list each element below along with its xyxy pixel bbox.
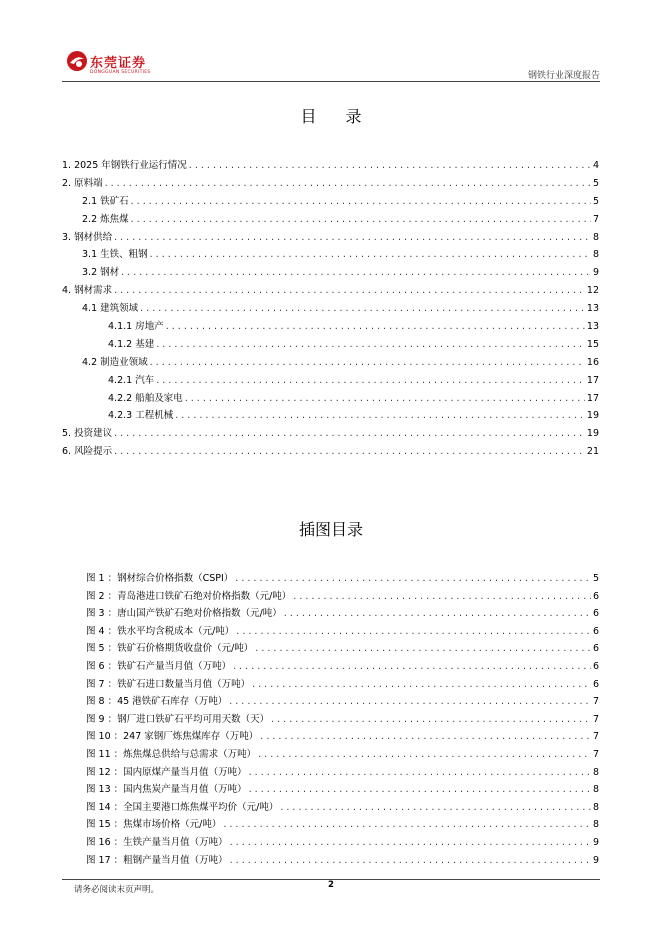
dot-leader (230, 855, 591, 866)
brand-name-en: DONGGUAN SECURITIES (90, 70, 151, 75)
dot-leader (236, 626, 591, 637)
toc-entry[interactable] (62, 318, 599, 336)
brand-emblem-icon (66, 50, 88, 72)
toc-entry-label: 2. 原料端 (62, 177, 103, 189)
toc-entry-page: 19 (586, 410, 599, 422)
toc-entry[interactable] (62, 264, 599, 282)
toc-entry-label: 4.1 建筑领域 (82, 303, 139, 315)
dot-leader (114, 428, 585, 439)
dot-leader (189, 160, 591, 171)
toc-entry-label: 4. 钢材需求 (62, 285, 113, 297)
toc-entry-page: 16 (586, 356, 599, 368)
toc-entry[interactable] (62, 336, 599, 354)
figure-entry-page: 6 (592, 625, 599, 637)
figure-entry[interactable] (86, 816, 599, 834)
toc-entry[interactable] (62, 354, 599, 372)
toc-entry-page: 13 (586, 303, 599, 315)
figure-entry-label: 图 3 ：唐山国产铁矿石绝对价格指数（元/吨） (86, 608, 282, 620)
dot-leader (271, 714, 591, 725)
dot-leader (131, 196, 591, 207)
toc-entry[interactable] (62, 407, 599, 425)
figure-entry-label: 图 1 ：钢材综合价格指数（CSPI） (86, 573, 234, 584)
toc-entry-page: 7 (592, 213, 599, 225)
dot-leader (252, 679, 591, 690)
toc-entry-label: 3. 钢材供给 (62, 231, 113, 243)
dot-leader (258, 749, 591, 760)
toc-entry[interactable] (62, 246, 599, 264)
dot-leader (255, 643, 591, 654)
toc-entry-label: 1. 2025 年钢铁行业运行情况 (62, 160, 187, 171)
figure-entry-page: 7 (592, 713, 599, 725)
dot-leader (166, 321, 585, 332)
toc-entry-label: 4.1.1 房地产 (108, 321, 164, 333)
figure-entry-page: 6 (592, 643, 599, 655)
figure-entry-label: 图 9 ：钢厂进口铁矿石平均可用天数（天） (86, 713, 270, 725)
dot-leader (175, 410, 585, 421)
dot-leader (229, 696, 591, 707)
brand-name-cn: 东莞证券 (90, 56, 147, 71)
dot-leader (114, 446, 585, 457)
toc-entry-label: 4.2 制造业领域 (82, 356, 148, 368)
figure-entry-label: 图 4 ：铁水平均含税成本（元/吨） (86, 625, 235, 637)
figure-entry-page: 8 (592, 766, 599, 778)
toc-entry-page: 12 (586, 285, 599, 297)
figure-entry[interactable] (86, 746, 599, 764)
dot-leader (293, 591, 591, 602)
figure-entry-page: 9 (592, 836, 599, 848)
toc-entry[interactable] (62, 175, 599, 193)
toc-entry[interactable] (62, 390, 599, 408)
figure-entry[interactable] (86, 781, 599, 799)
figure-entry-page: 5 (592, 573, 599, 584)
report-type: 钢铁行业深度报告 (527, 71, 600, 81)
figure-entry-page: 6 (592, 660, 599, 672)
figure-entry[interactable] (86, 676, 599, 694)
toc-entry-page: 9 (592, 267, 599, 279)
figure-entry[interactable] (86, 693, 599, 711)
dot-leader (114, 285, 585, 296)
dot-leader (260, 731, 591, 742)
dot-leader (150, 249, 591, 260)
dot-leader (233, 661, 591, 672)
brand-logo (66, 50, 156, 80)
toc-entry-page: 8 (592, 249, 599, 261)
dot-leader (156, 339, 585, 350)
figure-entry-label: 图 6 ：铁矿石产量当月值（万吨） (86, 660, 232, 672)
toc-entry-label: 2.2 炼焦煤 (82, 213, 129, 225)
figure-entry-label: 图 15 ：焦煤市场价格（元/吨） (86, 819, 222, 831)
figure-entry-label: 图 2 ：青岛港进口铁矿石绝对价格指数（元/吨） (86, 590, 292, 602)
toc-entry-label: 6. 风险提示 (62, 446, 113, 458)
figure-entry-page: 8 (592, 784, 599, 796)
toc-entry[interactable] (62, 443, 599, 461)
toc-entry[interactable] (62, 211, 599, 229)
toc-entry[interactable] (62, 229, 599, 247)
figure-entry-page: 6 (592, 608, 599, 620)
figure-entry[interactable] (86, 570, 599, 588)
figure-entry[interactable] (86, 834, 599, 852)
toc-entry-page: 19 (586, 428, 599, 440)
page-number: 2 (328, 880, 334, 890)
figure-entry-label: 图 14 ：全国主要港口炼焦煤平均价（元/吨） (86, 801, 279, 813)
dot-leader (280, 802, 591, 813)
figure-entry-page: 9 (592, 854, 599, 866)
dot-leader (249, 784, 591, 795)
figure-entry-label: 图 8 ：45 港铁矿石库存（万吨） (86, 696, 228, 708)
toc-entry-label: 3.2 钢材 (82, 267, 120, 279)
toc-entry[interactable] (62, 157, 599, 175)
toc-entry-page: 21 (586, 446, 599, 458)
dot-leader (185, 393, 585, 404)
figure-entry[interactable] (86, 728, 599, 746)
dot-leader (156, 375, 585, 386)
toc-entry-page: 15 (586, 338, 599, 350)
figure-entry-page: 6 (592, 678, 599, 690)
toc-entry-label: 2.1 铁矿石 (82, 195, 129, 207)
figure-entry-label: 图 5 ：铁矿石价格期货收盘价（元/吨） (86, 643, 254, 655)
figure-entry[interactable] (86, 852, 599, 870)
figure-entry[interactable] (86, 658, 599, 676)
toc-entry-label: 5. 投资建议 (62, 428, 113, 440)
dot-leader (105, 178, 591, 189)
figure-entry[interactable] (86, 711, 599, 729)
figure-entry-label: 图 12 ：国内原煤产量当月值（万吨） (86, 766, 247, 778)
figure-entry[interactable] (86, 764, 599, 782)
dot-leader (150, 357, 585, 368)
figure-entry[interactable] (86, 640, 599, 658)
figure-entry-label: 图 11 ：炼焦煤总供给与总需求（万吨） (86, 748, 257, 760)
toc-entry-page: 13 (586, 321, 599, 333)
toc-entry[interactable] (62, 425, 599, 443)
figure-entry-page: 7 (592, 748, 599, 760)
figure-entry-page: 7 (592, 731, 599, 743)
figure-entry-label: 图 7 ：铁矿石进口数量当月值（万吨） (86, 678, 251, 690)
figure-entry[interactable] (86, 588, 599, 606)
toc-entry[interactable] (62, 372, 599, 390)
dot-leader (121, 267, 591, 278)
toc-entry[interactable] (62, 193, 599, 211)
dot-leader (223, 819, 591, 830)
dot-leader (235, 573, 591, 584)
dot-leader (114, 232, 591, 243)
toc-title: 目 录 (300, 107, 374, 126)
toc-entry-label: 4.1.2 基建 (108, 338, 155, 350)
toc-list (62, 157, 599, 461)
dot-leader (284, 608, 591, 619)
toc-entry-label: 4.2.1 汽车 (108, 374, 155, 386)
dot-leader (230, 837, 591, 848)
toc-entry-label: 3.1 生铁、粗钢 (82, 249, 148, 261)
figure-entry-label: 图 10 ：247 家钢厂炼焦煤库存（万吨） (86, 731, 259, 743)
toc-entry-page: 4 (592, 160, 599, 171)
dot-leader (131, 214, 591, 225)
toc-entry-label: 4.2.3 工程机械 (108, 410, 174, 422)
toc-entry-page: 17 (586, 392, 599, 404)
dot-leader (249, 767, 591, 778)
figure-list (86, 570, 599, 869)
footer-disclaimer: 请务必阅读末页声明。 (74, 885, 160, 895)
toc-entry-page: 17 (586, 374, 599, 386)
toc-entry[interactable] (62, 282, 599, 300)
toc-entry-page: 5 (592, 195, 599, 207)
figure-entry[interactable] (86, 605, 599, 623)
figure-entry-label: 图 13 ：国内焦炭产量当月值（万吨） (86, 784, 247, 796)
figure-entry[interactable] (86, 623, 599, 641)
dot-leader (140, 303, 585, 314)
header-divider (62, 81, 600, 82)
figure-entry[interactable] (86, 799, 599, 817)
figure-entry-page: 8 (592, 819, 599, 831)
figure-entry-page: 8 (592, 801, 599, 813)
figure-list-title: 插图目录 (298, 520, 363, 539)
figure-entry-label: 图 16 ：生铁产量当月值（万吨） (86, 836, 228, 848)
figure-entry-page: 7 (592, 696, 599, 708)
toc-entry-label: 4.2.2 船舶及家电 (108, 392, 183, 404)
figure-entry-page: 6 (592, 590, 599, 602)
toc-entry-page: 8 (592, 231, 599, 243)
toc-entry-page: 5 (592, 177, 599, 189)
figure-entry-label: 图 17 ：粗钢产量当月值（万吨） (86, 854, 228, 866)
toc-entry[interactable] (62, 300, 599, 318)
